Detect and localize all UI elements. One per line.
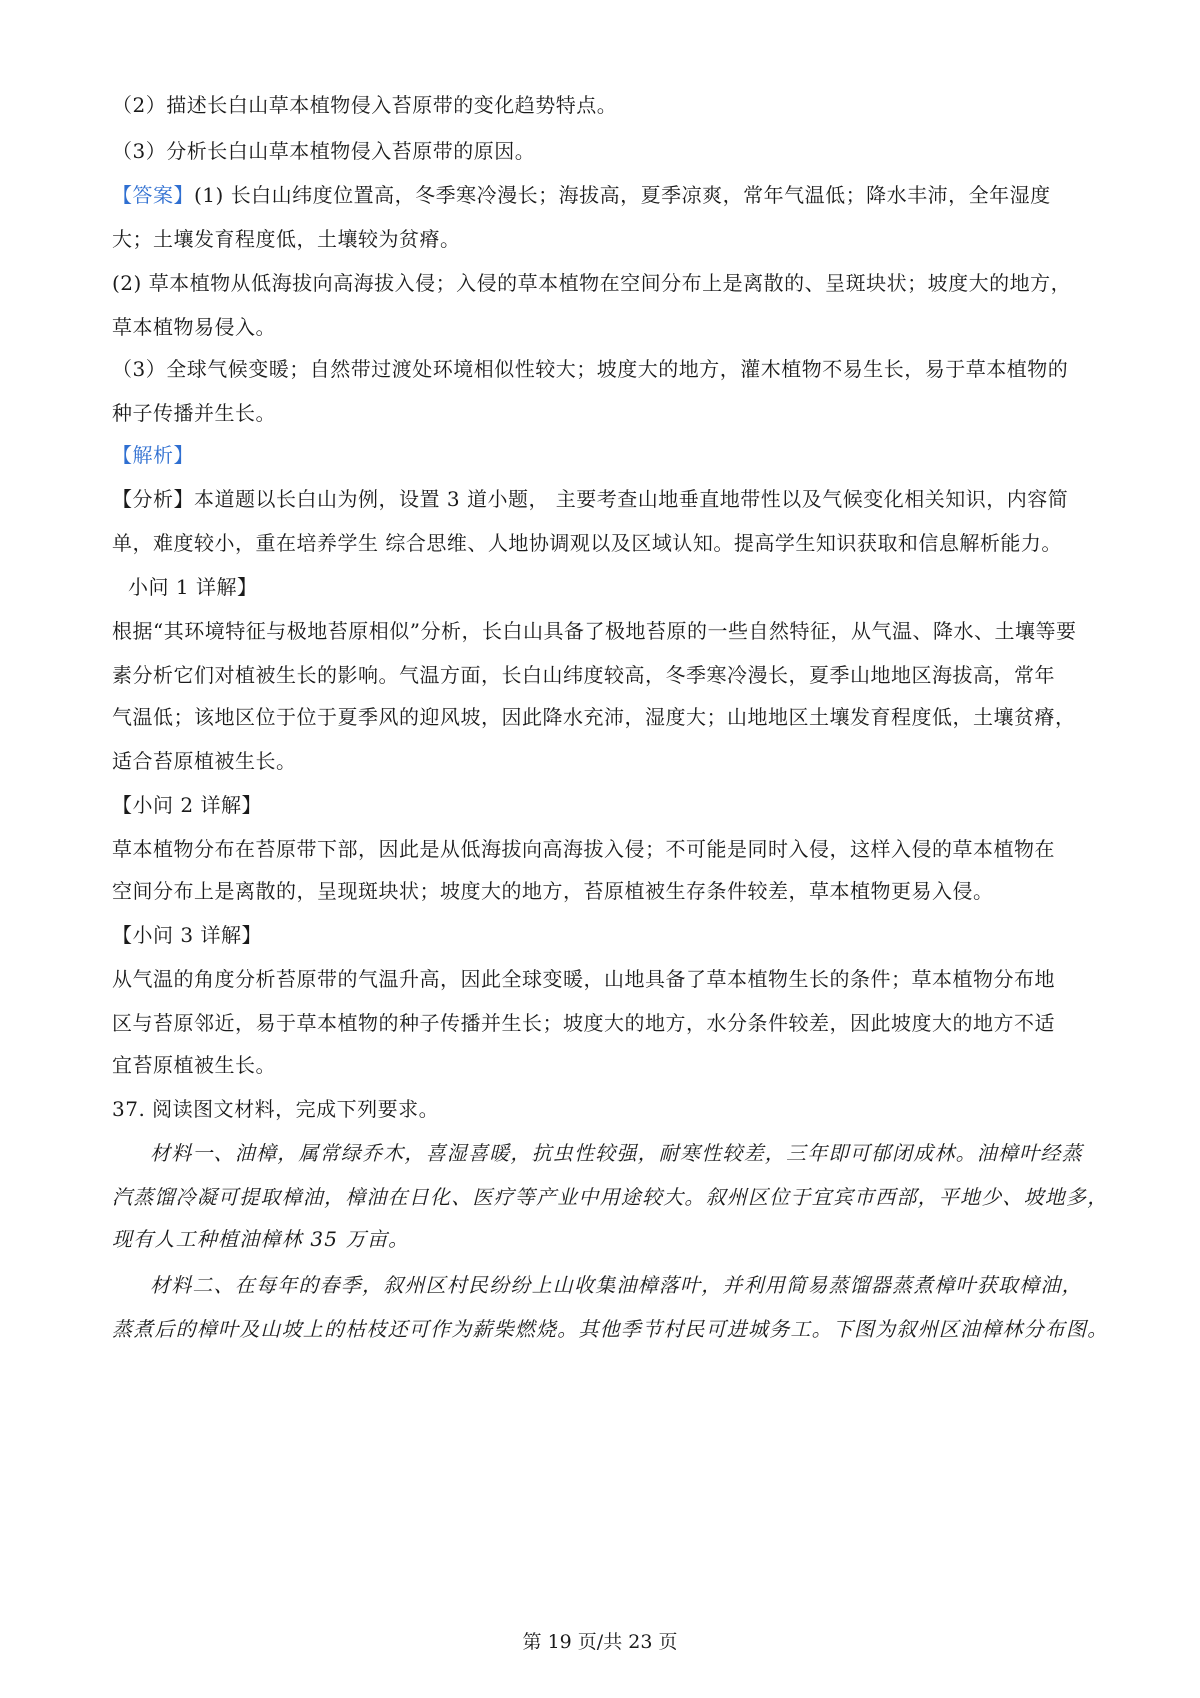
detail-2-line-1: 草本植物分布在苔原带下部，因此是从低海拔向高海拔入侵；不可能是同时入侵，这样入侵的草本植物在 — [112, 837, 1055, 861]
material-1-line-3: 现有人工种植油樟林 35 万亩。 — [112, 1227, 410, 1251]
detail-2-line-2: 空间分布上是离散的，呈现斑块状；坡度大的地方，苔原植被生存条件较差，草本植物更易入侵。 — [112, 879, 994, 903]
answer-line-2: 大；土壤发育程度低，土壤较为贫瘠。 — [112, 227, 461, 251]
analysis-line-1: 【分析】本道题以长白山为例，设置 3 道小题， 主要考查山地垂直地带性以及气候变化相关知识，内容简 — [112, 487, 1069, 511]
answer-line-4: 草本植物易侵入。 — [112, 315, 276, 339]
detail-1-line-3: 气温低；该地区位于位于夏季风的迎风坡，因此降水充沛，湿度大；山地地区土壤发育程度低，土壤贫瘠， — [112, 705, 1076, 729]
question-37-heading: 37. 阅读图文材料，完成下列要求。 — [112, 1097, 440, 1121]
subquestion-3-heading: 【小问 3 详解】 — [112, 923, 262, 947]
subquestion-1-heading: 小问 1 详解】 — [128, 575, 258, 599]
material-2-line-2: 蒸煮后的樟叶及山坡上的枯枝还可作为薪柴燃烧。其他季节村民可进城务工。下图为叙州区油樟林分布图。 — [112, 1317, 1109, 1341]
material-2-line-1: 材料二、在每年的春季，叙州区村民纷纷上山收集油樟落叶，并利用简易蒸馏器蒸煮樟叶获取樟油， — [150, 1273, 1083, 1297]
analysis-heading — [112, 440, 194, 470]
answer-line-6: 种子传播并生长。 — [112, 401, 276, 425]
answer-line-3: (2) 草本植物从低海拔向高海拔入侵；入侵的草本植物在空间分布上是离散的、呈斑块状；坡度大的地方， — [112, 271, 1072, 295]
analysis-tag: 【解析】 — [112, 443, 194, 467]
detail-3-line-3: 宜苔原植被生长。 — [112, 1053, 276, 1077]
subquestion-2-heading: 【小问 2 详解】 — [112, 793, 262, 817]
answer-line-1: 【答案】(1) 长白山纬度位置高，冬季寒冷漫长；海拔高，夏季凉爽，常年气温低；降水丰沛，全年湿度 — [112, 183, 1051, 207]
detail-3-line-1: 从气温的角度分析苔原带的气温升高，因此全球变暖，山地具备了草本植物生长的条件；草本植物分布地 — [112, 967, 1055, 991]
material-1-line-1: 材料一、油樟，属常绿乔木，喜湿喜暖，抗虫性较强，耐寒性较差，三年即可郁闭成林。油樟叶经蒸 — [150, 1141, 1083, 1165]
page-number: 第 19 页/共 23 页 — [522, 1631, 678, 1653]
answer-tag: 【答案】 — [112, 183, 194, 207]
detail-3-line-2: 区与苔原邻近，易于草本植物的种子传播并生长；坡度大的地方，水分条件较差，因此坡度大的地方不适 — [112, 1011, 1055, 1035]
detail-1-line-2: 素分析它们对植被生长的影响。气温方面，长白山纬度较高，冬季寒冷漫长，夏季山地地区海拔高，常年 — [112, 663, 1055, 687]
question-2-line: （2）描述长白山草本植物侵入苔原带的变化趋势特点。 — [112, 93, 618, 117]
detail-1-line-1: 根据“其环境特征与极地苔原相似”分析，长白山具备了极地苔原的一些自然特征，从气温、降水、土壤等要 — [112, 619, 1077, 643]
detail-1-line-4: 适合苔原植被生长。 — [112, 749, 297, 773]
page-footer — [0, 1628, 1200, 1656]
analysis-line-2: 单，难度较小，重在培养学生 综合思维、人地协调观以及区域认知。提高学生知识获取和信息解析能力。 — [112, 531, 1062, 555]
material-1-line-2: 汽蒸馏冷凝可提取樟油，樟油在日化、医疗等产业中用途较大。叙州区位于宜宾市西部，平地少、坡地多， — [112, 1185, 1109, 1209]
question-3-line: （3）分析长白山草本植物侵入苔原带的原因。 — [112, 139, 536, 163]
answer-line-5: （3）全球气候变暖；自然带过渡处环境相似性较大；坡度大的地方，灌木植物不易生长，易于草本植物的 — [112, 357, 1069, 381]
